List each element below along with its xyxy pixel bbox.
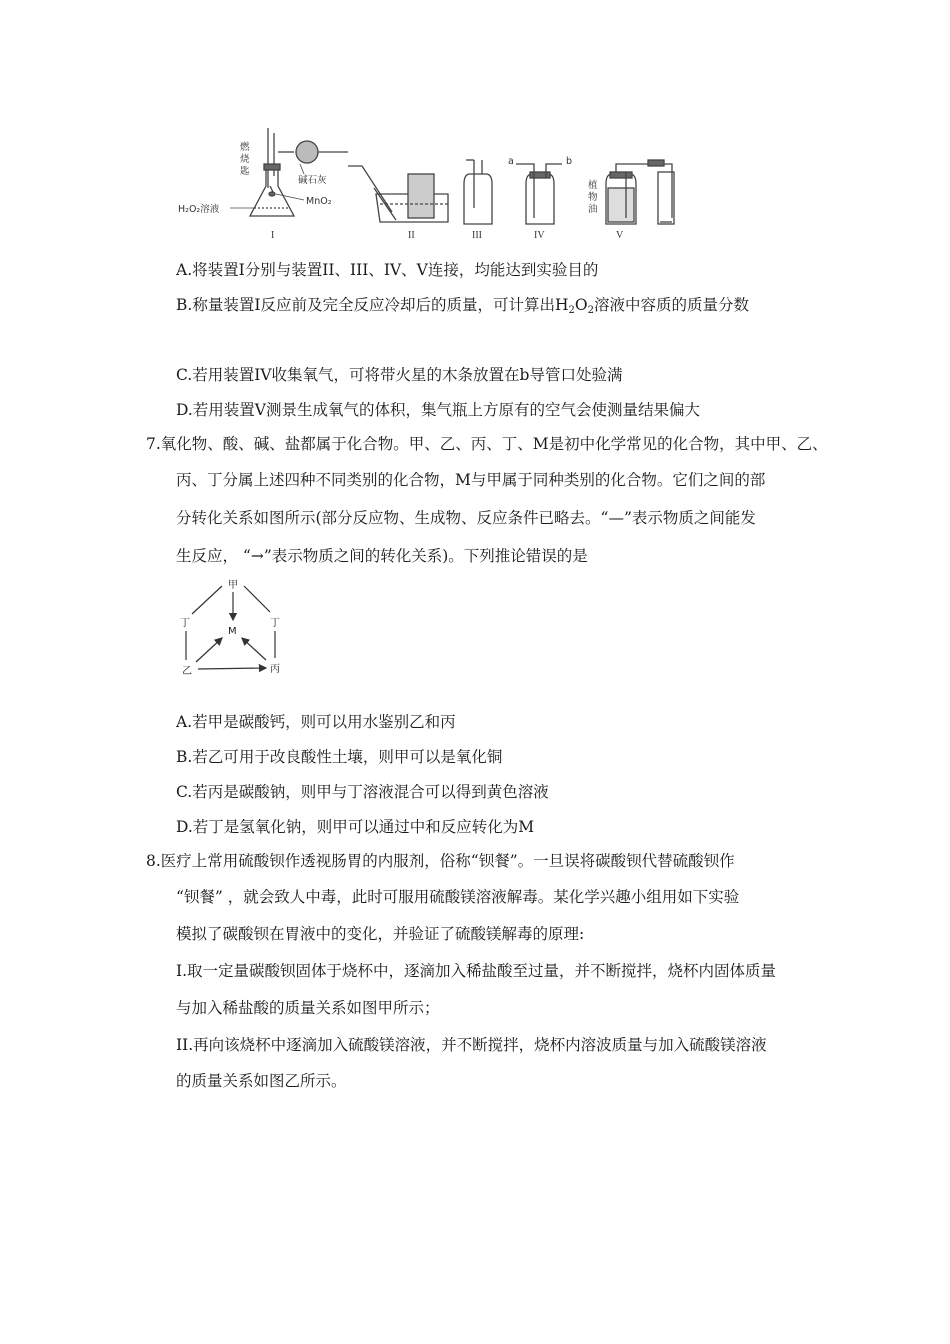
q8-line-5: 与加入稀盐酸的质量关系如图甲所示； — [176, 999, 440, 1017]
q7-option-d: D.若丁是氢氧化钠，则甲可以通过中和反应转化为M — [176, 818, 535, 836]
q7-option-c: C.若丙是碳酸钠，则甲与丁溶液混合可以得到黄色溶液 — [176, 783, 549, 801]
device-v-bottle — [606, 160, 674, 224]
edge-jia-ding-left — [192, 586, 222, 614]
q8-line-6: II.再向该烧杯中逐滴加入硫酸镁溶液，并不断搅拌，烧杯内溶波质量与加入硫酸镁溶液 — [176, 1036, 767, 1054]
device-label-ii: II — [408, 230, 415, 241]
edge-bing-m — [242, 638, 266, 660]
catalyst-label: MnO₂ — [306, 196, 332, 207]
q8-line-3: 模拟了碳酸钡在胃液中的变化，并验证了硫酸镁解毒的原理: — [176, 925, 585, 943]
q7-stem-line-3: 分转化关系如图所示(部分反应物、生成物、反应条件已略去。“—”表示物质之间能发 — [176, 509, 756, 527]
device-label-iii: III — [472, 230, 482, 241]
device-i-flask — [250, 128, 348, 216]
q7-relationship-diagram — [174, 576, 294, 680]
q6-option-a: A.将装置I分别与装置II、III、IV、V连接，均能达到实验目的 — [176, 261, 599, 279]
q8-line-2: “钡餐” ，就会致人中毒，此时可服用硫酸镁溶液解毒。某化学兴趣小组用如下实验 — [176, 888, 740, 906]
node-m: M — [228, 626, 237, 637]
edge-jia-ding-right — [244, 586, 270, 612]
device-label-v: V — [616, 230, 624, 241]
edge-yi-bing — [198, 668, 266, 669]
port-a-label: a — [508, 156, 514, 167]
device-iv-bottle — [516, 164, 562, 224]
q8-line-1: 8.医疗上常用硫酸钡作透视肠胃的内服剂，俗称“钡餐”。一旦误将碳酸钡代替硫酸钡作 — [146, 852, 735, 870]
veg-oil-label — [588, 179, 598, 215]
edge-yi-m — [196, 638, 222, 662]
svg-text:匙: 匙 — [240, 166, 250, 177]
node-ding-left: 丁 — [180, 618, 190, 629]
node-jia: 甲 — [228, 580, 238, 591]
q7-stem-line-4: 生反应， “→”表示物质之间的转化关系)。下列推论错误的是 — [176, 547, 588, 565]
q7-stem-line-1: 7.氧化物、酸、碱、盐都属于化合物。甲、乙、丙、丁、M是初中化学常见的化合物，其中甲、乙、 — [146, 435, 828, 453]
svg-text:物: 物 — [588, 192, 598, 203]
q6-option-d: D.若用装置V测景生成氧气的体积，集气瓶上方原有的空气会使测量结果偏大 — [176, 401, 700, 419]
svg-text:燃: 燃 — [240, 142, 250, 153]
q8-line-4: I.取一定量碳酸钡固体于烧杯中，逐滴加入稀盐酸至过量，并不断搅拌，烧杯内固体质量 — [176, 962, 777, 980]
q7-stem-line-2: 丙、丁分属上述四种不同类别的化合物，M与甲属于同种类别的化合物。它们之间的部 — [176, 471, 766, 489]
q6-option-b: B.称量装置I反应前及完全反应冷却后的质量，可计算出$H_2O_2$溶液中容质的质量分数 — [176, 296, 749, 316]
node-ding-right: 丁 — [270, 618, 280, 629]
device-label-iv: IV — [534, 230, 545, 241]
device-label-i: I — [271, 230, 275, 241]
soda-lime-label: 碱石灰 — [298, 175, 327, 186]
svg-text:油: 油 — [588, 204, 598, 215]
port-b-label: b — [566, 156, 573, 167]
q7-option-a: A.若甲是碳酸钙，则可以用水鉴别乙和丙 — [176, 713, 456, 731]
q8-line-7: 的质量关系如图乙所示。 — [176, 1072, 347, 1090]
device-ii-trough — [348, 166, 448, 222]
node-bing: 丙 — [270, 664, 280, 675]
q7-option-b: B.若乙可用于改良酸性土壤，则甲可以是氧化铜 — [176, 748, 503, 766]
svg-text:烧: 烧 — [240, 154, 250, 165]
device-iii-bottle — [464, 160, 492, 224]
svg-text:植: 植 — [588, 180, 598, 191]
node-yi: 乙 — [182, 666, 192, 677]
q6-option-c: C.若用装置IV收集氧气，可将带火星的木条放置在b导管口处验满 — [176, 366, 623, 384]
solution-label: H₂O₂溶液 — [178, 204, 220, 215]
device-i-funnel-label — [240, 141, 250, 177]
apparatus-figure — [170, 128, 690, 243]
